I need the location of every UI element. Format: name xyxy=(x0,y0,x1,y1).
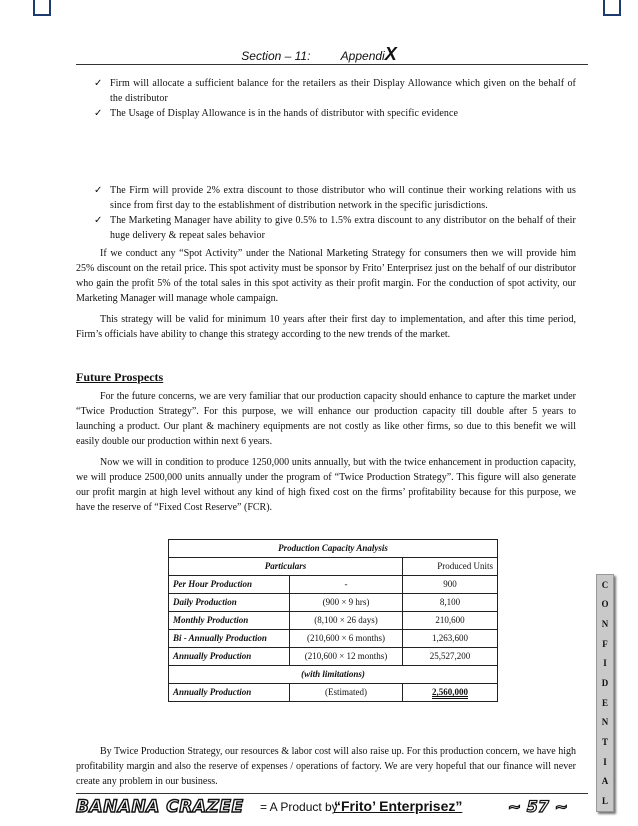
paragraph-strategy-validity: This strategy will be valid for minimum 10 years after their first day to implementation, and after this time period, Firm’s officials have ability to change this strategy according to the new trends of the market. xyxy=(76,314,576,340)
table-row: Daily Production (900 × 9 hrs) 8,100 xyxy=(169,594,498,612)
total-value: 2,560,000 xyxy=(432,687,468,697)
table-title: Production Capacity Analysis xyxy=(169,540,498,558)
table-row: Annually Production (210,600 × 12 months) 25,527,200 xyxy=(169,648,498,666)
footer-company: “Frito’ Enterprisez” xyxy=(334,798,463,814)
paragraph-production: Now we will in condition to produce 1250,000 units annually, but with the twice enhancement in production capacity, we will produce 2500,000 units annually under the program of “Twice Production Strategy”. This figure will also generate our profit margin at high level without any kind of high fixed cost on the firms’ profitability because for this purpose, we have the reserve of “Fixed Cost Reserve” (FCR). xyxy=(76,457,576,513)
table-row: Per Hour Production - 900 xyxy=(169,576,498,594)
appendix-label: Appendi xyxy=(340,49,385,63)
future-prospects-heading: Future Prospects xyxy=(76,370,164,384)
page-header xyxy=(0,44,638,65)
paragraph-spot-activity: If we conduct any “Spot Activity” under the National Marketing Strategy for consumers then we will provide him 25% discount on the retail price. This spot activity must be sponsor by Frito’ Enterprisez just on the behalf of our distributor who gain the profit 5% of the total sales in this spot activity as their profit margin. For the conduction of spot activity, our Marketing Manager will manage whole campaign. xyxy=(76,248,576,304)
page-number: ~ 57 ~ xyxy=(507,797,568,816)
corner-mark-left xyxy=(33,0,51,16)
column-header-units: Produced Units xyxy=(403,558,498,576)
table-row-total: Annually Production (Estimated) 2,560,000 xyxy=(169,684,498,702)
table-row: Monthly Production (8,100 × 26 days) 210,600 xyxy=(169,612,498,630)
checkmark-icon: ✓ xyxy=(94,108,103,119)
footer-rule xyxy=(76,793,588,794)
bullet-item: ✓ Firm will allocate a sufficient balance for the retailers as their Display Allowance which given on the behalf of the distributor xyxy=(94,78,576,104)
page-footer xyxy=(76,797,588,819)
brand-logo-text: BANANA CRAZEE xyxy=(76,797,244,817)
bullet-item: ✓ The Usage of Display Allowance is in the hands of distributor with specific evidence xyxy=(94,108,459,119)
paragraph-conclusion: By Twice Production Strategy, our resources & labor cost will also raise up. For this production concern, we have high profitability margin and also the reserve of expenses / operations of factory. We are very hopeful that our finance will never create any problem in our business. xyxy=(76,746,576,787)
table-limitations-note: (with limitations) xyxy=(169,666,498,684)
table-row: Bi - Annually Production (210,600 × 6 months) 1,263,600 xyxy=(169,630,498,648)
bullet-list-mid xyxy=(94,183,576,243)
appendix-label-suffix: X xyxy=(384,44,397,64)
bullet-item: ✓ The Firm will provide 2% extra discount to those distributor who will continue their working relations with us since from first day to the establishment of distribution network in the specific jurisdictions. xyxy=(94,185,576,211)
corner-mark-right xyxy=(603,0,621,16)
checkmark-icon: ✓ xyxy=(94,215,103,226)
checkmark-icon: ✓ xyxy=(94,185,103,196)
document-body xyxy=(76,76,576,789)
confidential-sidebar: C O N F I D E N T I A L xyxy=(596,574,614,812)
header-rule xyxy=(76,64,588,65)
section-label: Section – 11: xyxy=(241,49,311,63)
bullet-item: ✓ The Marketing Manager have ability to give 0.5% to 1.5% extra discount to any distributor on the behalf of their huge delivery & repeat sales behavior xyxy=(94,215,576,241)
bullet-list-top xyxy=(94,76,576,121)
footer-tagline: = A Product by xyxy=(260,800,338,814)
column-header-particulars: Particulars xyxy=(169,558,403,576)
production-capacity-table xyxy=(168,539,498,702)
paragraph-future: For the future concerns, we are very familiar that our production capacity should enhance to capture the market under “Twice Production Strategy”. For this purpose, we will enhance our production capacity till double after 5 years to launching a product. Our plant & machinery equipments are not costly as like other firms, so due to this benefit we will easily double our production within next 6 years. xyxy=(76,391,576,447)
checkmark-icon: ✓ xyxy=(94,78,103,89)
